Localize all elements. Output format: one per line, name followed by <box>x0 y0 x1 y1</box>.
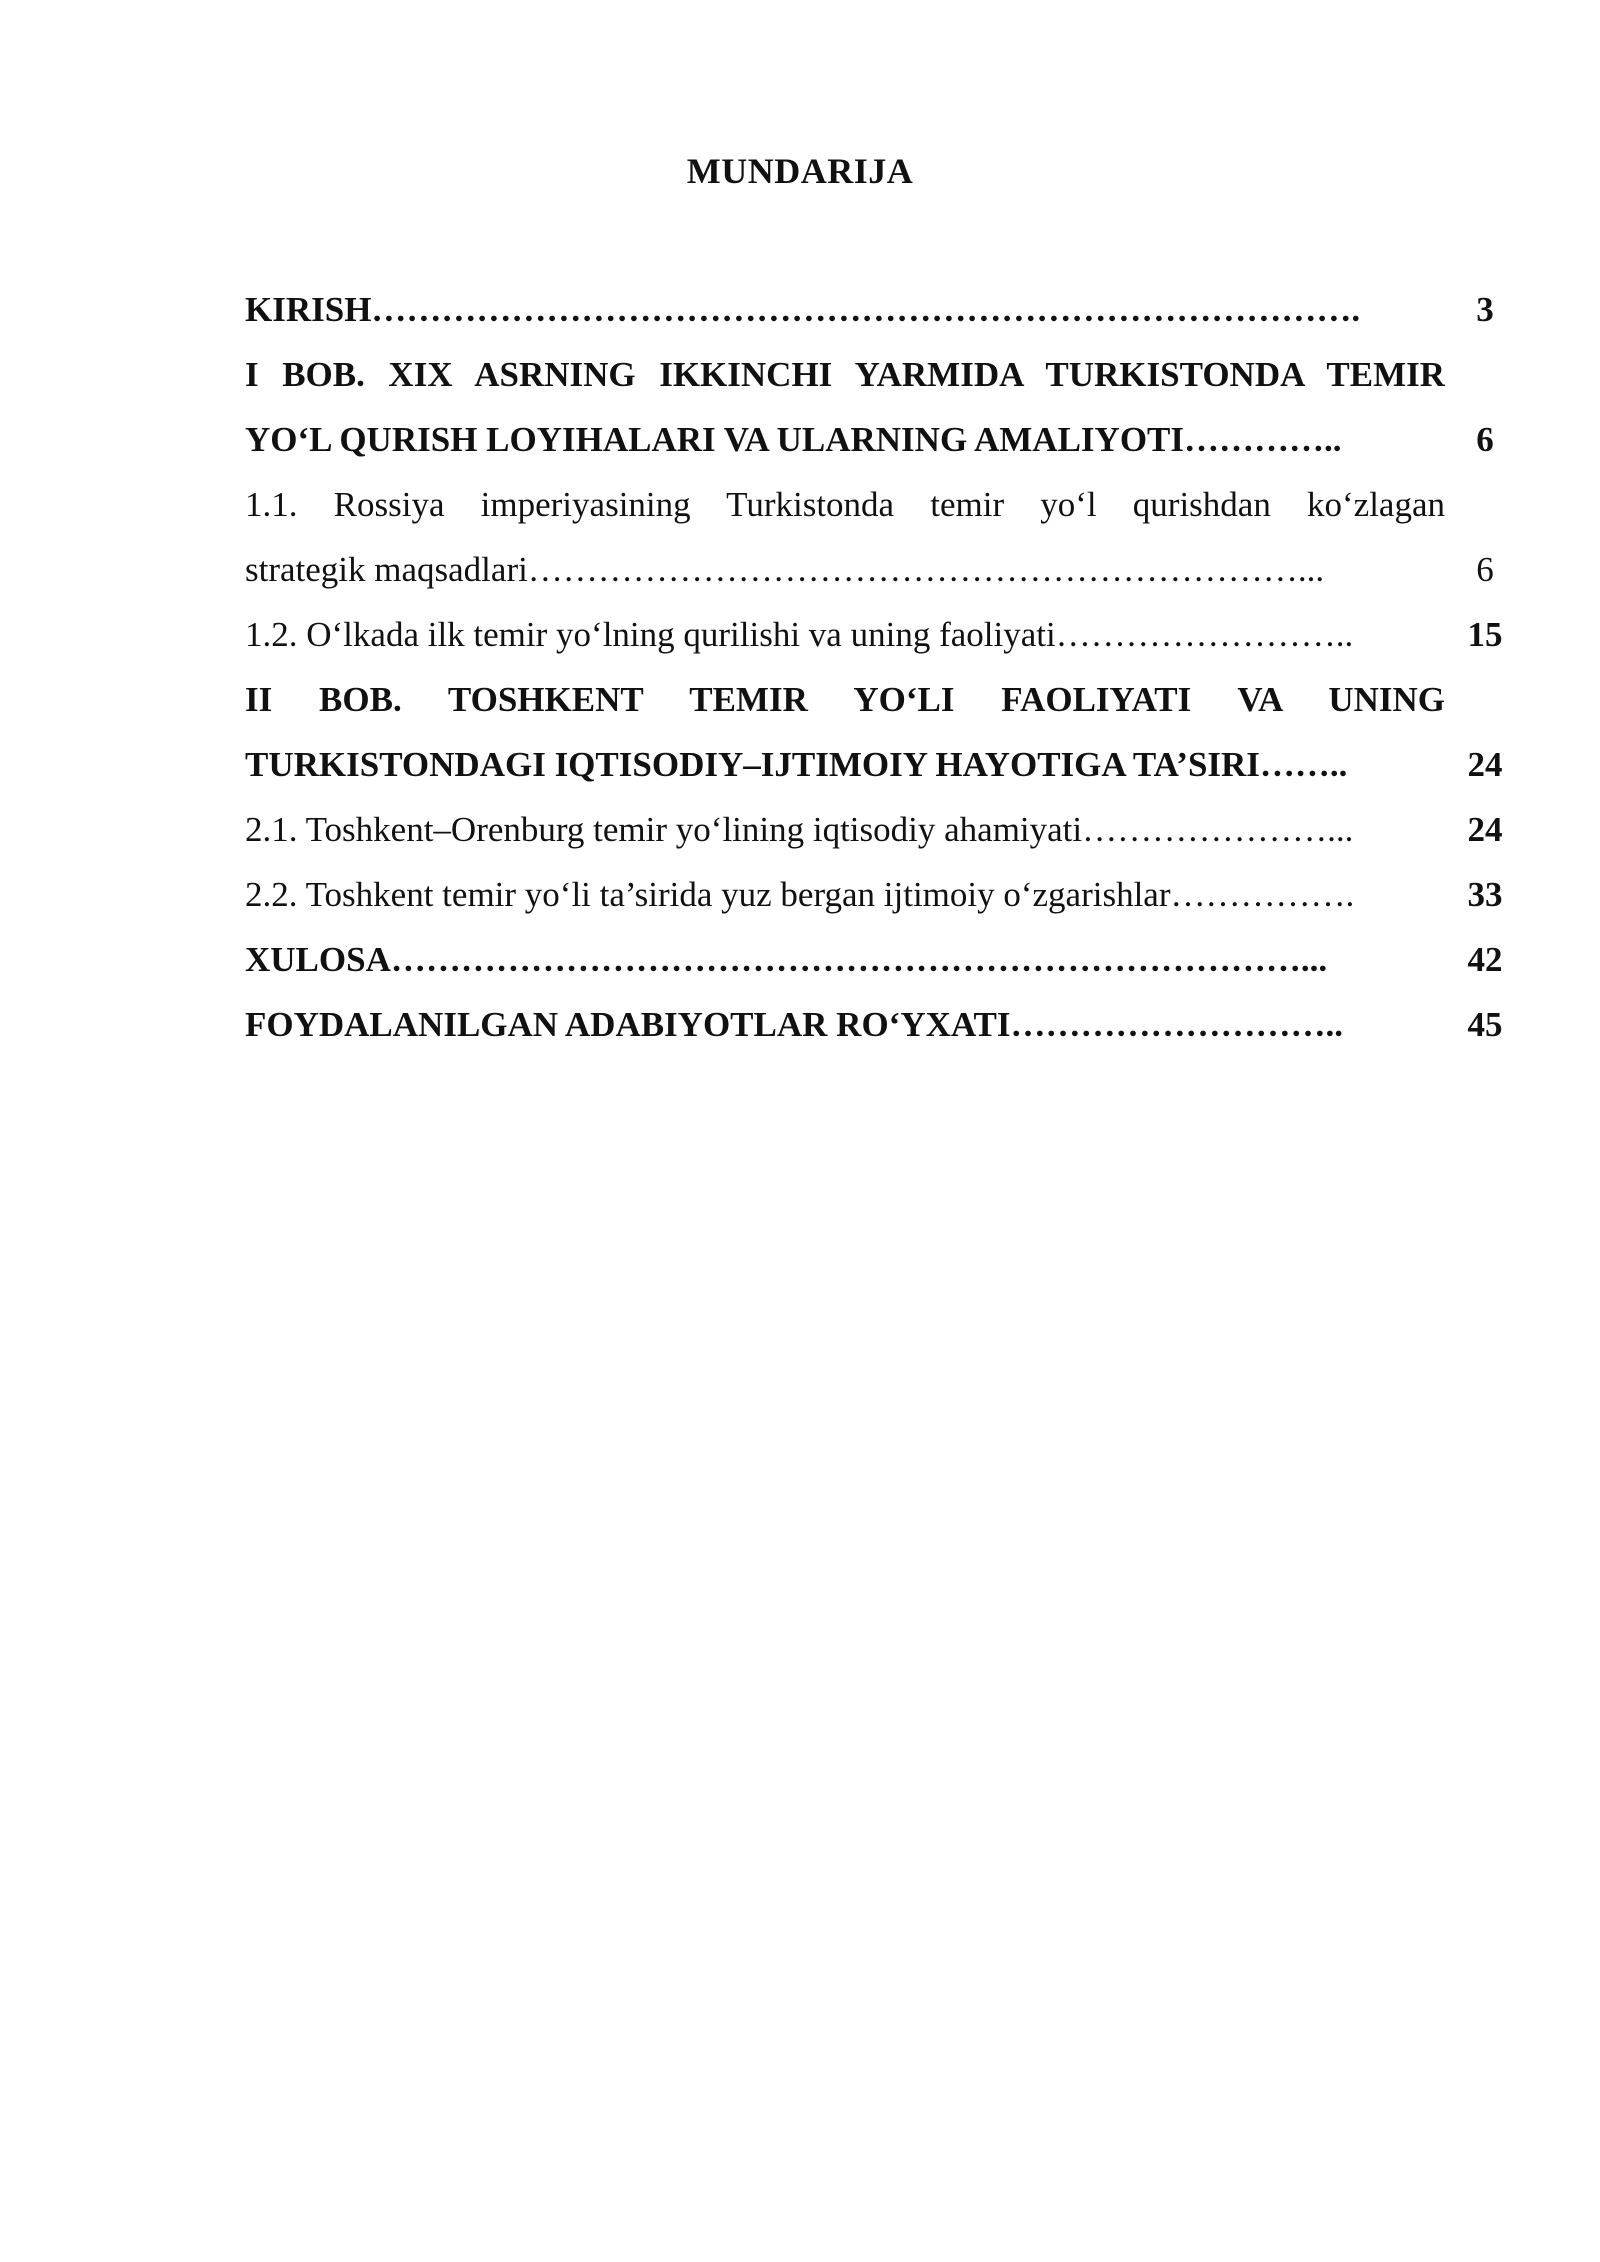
toc-entry-xulosa <box>245 927 1515 992</box>
toc-page-number: 6 <box>1476 550 1494 589</box>
toc-entry-chapter-2-line-2 <box>245 732 1515 797</box>
toc-entry-section-1-2 <box>245 602 1515 667</box>
toc-entry-text: KIRISH…………………………………………………………………………. <box>245 290 1361 329</box>
toc-entry-text: FOYDALANILGAN ADABIYOTLAR RO‘YXATI……………………….. <box>245 1005 1344 1044</box>
toc-page-number: 42 <box>1467 940 1503 979</box>
toc-entry-chapter-1-line-2 <box>245 407 1515 472</box>
toc-entry-section-2-1 <box>245 797 1515 862</box>
toc-page-number: 6 <box>1476 420 1494 459</box>
toc-entry-text: I BOB. XIX ASRNING IKKINCHI YARMIDA TURKISTONDA TEMIR <box>245 355 1445 394</box>
toc-entry-text: YO‘L QURISH LOYIHALARI VA ULARNING AMALIYOTI………….. <box>245 420 1342 459</box>
toc-entry-text: strategik maqsadlari…………………………………………………………... <box>245 550 1325 589</box>
toc-page-number: 24 <box>1467 810 1503 849</box>
toc-entry-text: 2.2. Toshkent temir yo‘li ta’sirida yuz bergan ijtimoiy o‘zgarishlar……………. <box>245 875 1355 914</box>
toc-page-number: 3 <box>1476 290 1494 329</box>
toc-entry-kirish <box>245 277 1515 342</box>
toc-page-number: 33 <box>1467 875 1503 914</box>
toc-entry-text: XULOSA……………………………………………………………………... <box>245 940 1328 979</box>
toc-entry-section-2-2 <box>245 862 1515 927</box>
toc-page-number: 15 <box>1467 615 1503 654</box>
toc-entry-chapter-2-line-1 <box>245 667 1515 732</box>
toc-page-number: 24 <box>1467 745 1503 784</box>
toc-entry-text: 1.1. Rossiya imperiyasining Turkistonda temir yo‘l qurishdan ko‘zlagan <box>245 485 1445 524</box>
toc-entry-text: 2.1. Toshkent–Orenburg temir yo‘lining iqtisodiy ahamiyati…………………... <box>245 810 1354 849</box>
toc-entry-section-1-1-line-1 <box>245 472 1515 537</box>
toc-entry-bibliography <box>245 992 1515 1057</box>
table-of-contents <box>245 277 1515 1057</box>
toc-entry-chapter-1-line-1 <box>245 342 1515 407</box>
page-title: MUNDARIJA <box>686 151 914 191</box>
toc-entry-text: 1.2. O‘lkada ilk temir yo‘lning qurilishi va uning faoliyati…………………….. <box>245 615 1354 654</box>
toc-entry-text: TURKISTONDAGI IQTISODIY–IJTIMOIY HAYOTIGA TA’SIRI…….. <box>245 745 1348 784</box>
toc-entry-section-1-1-line-2 <box>245 537 1515 602</box>
toc-entry-text: II BOB. TOSHKENT TEMIR YO‘LI FAOLIYATI VA UNING <box>245 680 1445 719</box>
toc-page-number: 45 <box>1467 1005 1503 1044</box>
